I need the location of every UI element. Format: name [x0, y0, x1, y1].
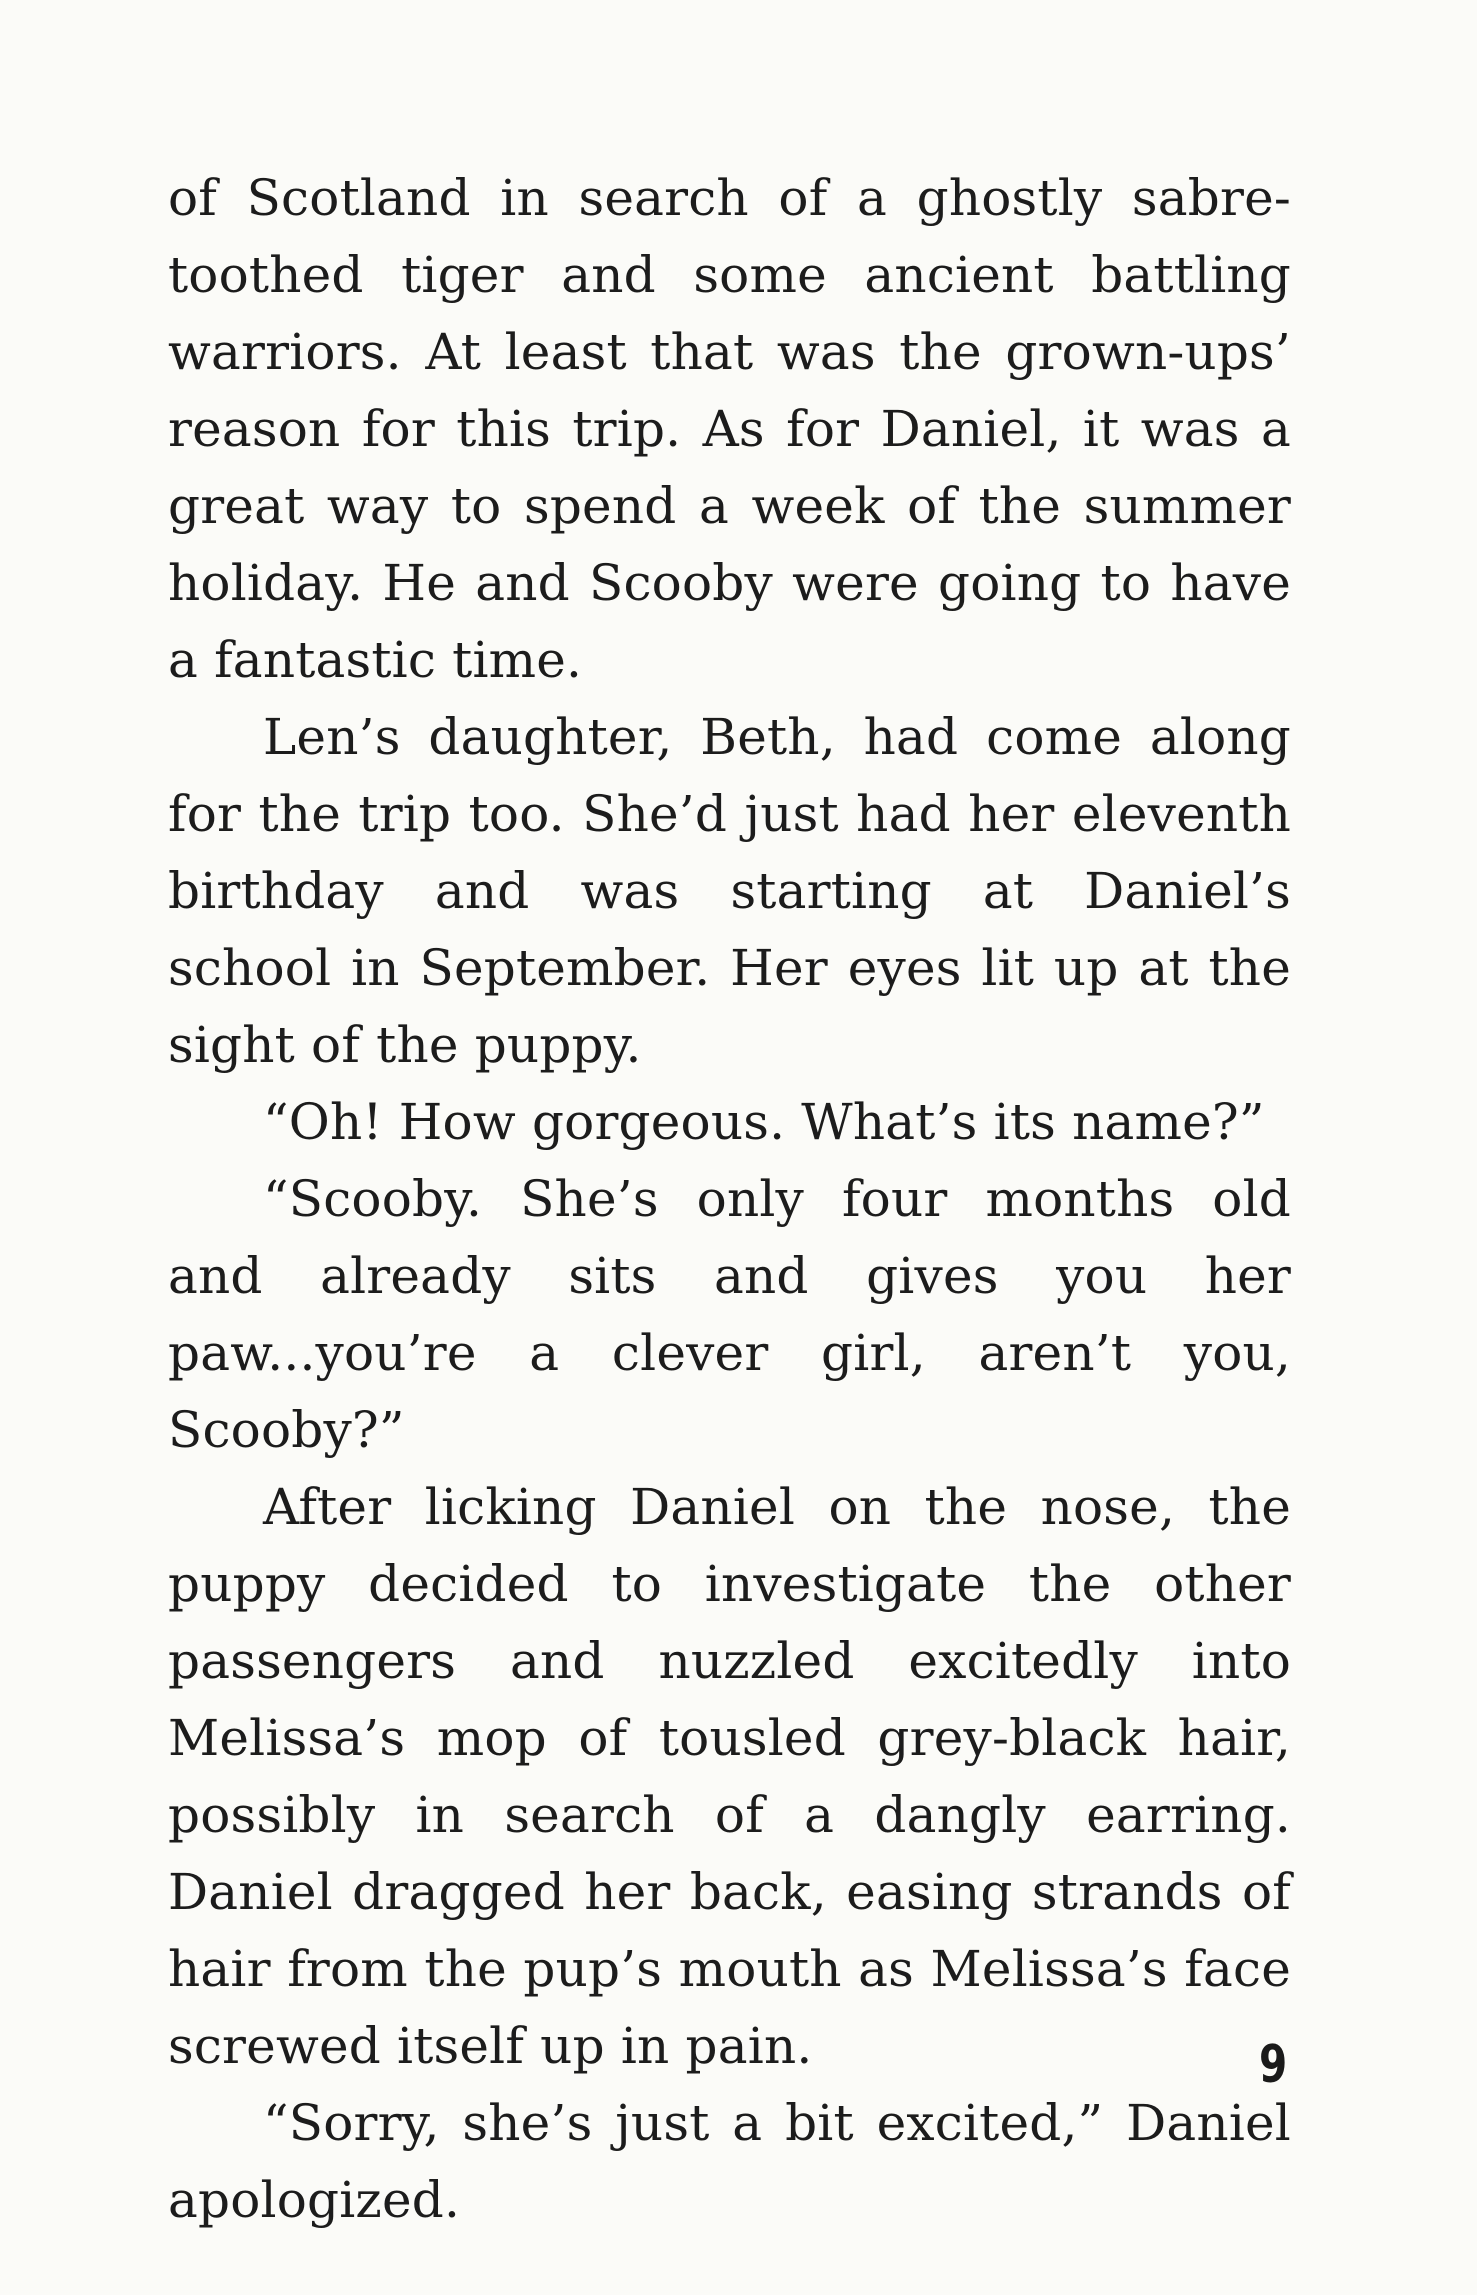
page-number: 9	[1258, 2035, 1287, 2095]
paragraph: “Sorry, she’s just a bit excited,” Daniel apologized.	[168, 2094, 1291, 2229]
paragraph: “Scooby. She’s only four months old and already sits and gives you her paw...you’re a clever girl, aren’t you, Scooby?”	[168, 1170, 1291, 1459]
paragraph: of Scotland in search of a ghostly sabre-toothed tiger and some ancient battling warriors. At least that was the grown-ups’ reason for this trip. As for Daniel, it was a great way to spend a week of the summer holiday. He and Scooby were going to have a fantastic time.	[168, 169, 1291, 689]
paragraph: Len’s daughter, Beth, had come along for the trip too. She’d just had her eleventh birthday and was starting at Daniel’s school in September. Her eyes lit up at the sight of the puppy.	[168, 708, 1291, 1074]
paragraph: “Oh! How gorgeous. What’s its name?”	[263, 1093, 1265, 1151]
body-text	[168, 160, 1291, 2239]
paragraph: After licking Daniel on the nose, the puppy decided to investigate the other passengers and nuzzled excitedly into Melissa’s mop of tousled grey-black hair, possibly in search of a dangly earring. Daniel dragged her back, easing strands of hair from the pup’s mouth as Melissa’s face screwed itself up in pain.	[168, 1478, 1291, 2075]
